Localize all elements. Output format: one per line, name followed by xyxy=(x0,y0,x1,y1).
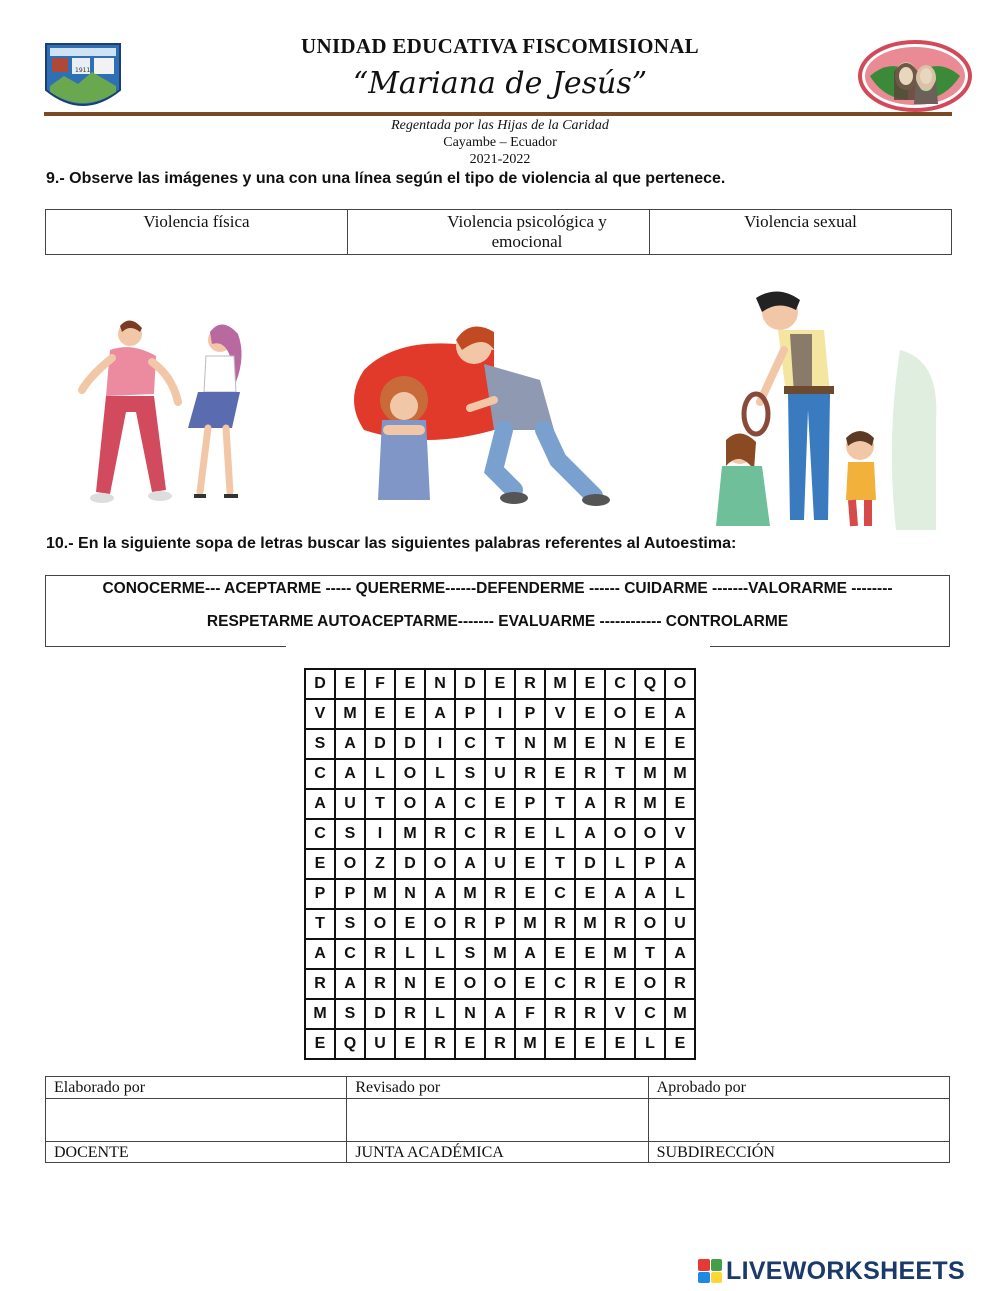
question-9-text: 9.- Observe las imágenes y una con una línea según el tipo de violencia al que pertenece. xyxy=(46,170,726,187)
grid-cell[interactable]: A xyxy=(305,939,335,969)
grid-cell[interactable]: L xyxy=(395,939,425,969)
grid-cell[interactable]: O xyxy=(605,699,635,729)
grid-cell[interactable]: U xyxy=(485,849,515,879)
grid-cell[interactable]: M xyxy=(395,819,425,849)
grid-cell[interactable]: O xyxy=(335,849,365,879)
grid-cell[interactable]: N xyxy=(395,969,425,999)
reviewed-by-label: Revisado por xyxy=(347,1077,648,1098)
grid-cell[interactable]: U xyxy=(485,759,515,789)
grid-cell[interactable]: M xyxy=(635,789,665,819)
grid-cell[interactable]: R xyxy=(365,969,395,999)
grid-cell[interactable]: E xyxy=(305,1029,335,1059)
grid-cell[interactable]: C xyxy=(305,759,335,789)
grid-cell[interactable]: F xyxy=(515,999,545,1029)
grid-cell[interactable]: I xyxy=(365,819,395,849)
brand-mark-tile xyxy=(711,1272,723,1284)
grid-cell[interactable]: R xyxy=(365,939,395,969)
grid-cell[interactable]: C xyxy=(545,969,575,999)
grid-cell[interactable]: P xyxy=(335,879,365,909)
grid-cell[interactable]: E xyxy=(515,849,545,879)
grid-cell[interactable]: R xyxy=(425,1029,455,1059)
grid-cell[interactable]: S xyxy=(335,909,365,939)
approval-table xyxy=(45,1076,950,1163)
violence-sexual-cell[interactable]: Violencia sexual xyxy=(744,212,857,231)
grid-cell[interactable]: C xyxy=(305,819,335,849)
brand-name: LIVEWORKSHEETS xyxy=(726,1256,965,1285)
grid-cell[interactable]: U xyxy=(365,1029,395,1059)
school-year-text: 2021-2022 xyxy=(469,152,531,167)
grid-cell[interactable]: E xyxy=(575,699,605,729)
grid-cell[interactable]: A xyxy=(305,789,335,819)
grid-cell[interactable]: C xyxy=(455,789,485,819)
grid-cell[interactable]: M xyxy=(665,999,695,1029)
violence-psychological-cell[interactable] xyxy=(348,210,650,254)
grid-cell[interactable]: R xyxy=(515,759,545,789)
grid-cell[interactable]: M xyxy=(515,1029,545,1059)
grid-cell[interactable]: E xyxy=(485,669,515,699)
grid-cell[interactable]: N xyxy=(455,999,485,1029)
grid-cell[interactable]: R xyxy=(545,909,575,939)
word-list-line-1: CONOCERME--- ACEPTARME ----- QUERERME------DEFENDERME ------ CUIDARME -------VALORARME -------- xyxy=(102,580,893,597)
school-name: UNIDAD EDUCATIVA FISCOMISIONAL xyxy=(301,34,699,58)
grid-cell[interactable]: D xyxy=(455,669,485,699)
brand-mark-tile xyxy=(698,1259,710,1271)
grid-cell[interactable]: O xyxy=(395,789,425,819)
grid-cell[interactable]: O xyxy=(635,969,665,999)
grid-cell[interactable]: E xyxy=(335,669,365,699)
school-motto: “Mariana de Jesús” xyxy=(352,66,648,101)
grid-cell[interactable]: R xyxy=(665,969,695,999)
grid-cell[interactable]: M xyxy=(365,879,395,909)
grid-cell[interactable]: R xyxy=(425,819,455,849)
grid-cell[interactable]: O xyxy=(425,849,455,879)
grid-cell[interactable]: P xyxy=(485,909,515,939)
approved-by-label: Aprobado por xyxy=(656,1079,746,1096)
signature-cell-reviewed xyxy=(347,1099,648,1141)
grid-cell[interactable]: M xyxy=(665,759,695,789)
grid-cell[interactable]: S xyxy=(305,729,335,759)
grid-cell[interactable]: R xyxy=(545,999,575,1029)
grid-cell[interactable]: R xyxy=(575,969,605,999)
grid-cell[interactable]: E xyxy=(485,789,515,819)
grid-cell[interactable]: E xyxy=(365,699,395,729)
grid-cell[interactable]: L xyxy=(635,1029,665,1059)
grid-cell[interactable]: M xyxy=(485,939,515,969)
grid-cell[interactable]: M xyxy=(545,729,575,759)
grid-cell[interactable]: E xyxy=(545,1029,575,1059)
grid-cell[interactable]: M xyxy=(605,939,635,969)
grid-cell[interactable]: D xyxy=(575,849,605,879)
grid-cell[interactable]: E xyxy=(635,699,665,729)
grid-cell[interactable]: R xyxy=(575,999,605,1029)
illustration-domestic-abuse[interactable] xyxy=(700,290,942,536)
grid-cell[interactable]: C xyxy=(635,999,665,1029)
grid-cell[interactable]: O xyxy=(395,759,425,789)
grid-cell[interactable]: D xyxy=(395,729,425,759)
grid-cell[interactable]: R xyxy=(485,879,515,909)
grid-cell[interactable]: D xyxy=(365,999,395,1029)
logo-year: 1911 xyxy=(75,67,91,74)
grid-cell[interactable]: C xyxy=(455,729,485,759)
grid-cell[interactable]: A xyxy=(665,849,695,879)
word-box-border-left xyxy=(45,646,286,647)
grid-cell[interactable]: A xyxy=(335,729,365,759)
role-docente: DOCENTE xyxy=(46,1142,347,1163)
elaborated-by-label: Elaborado por xyxy=(46,1077,347,1098)
grid-cell[interactable]: M xyxy=(515,909,545,939)
grid-cell[interactable]: E xyxy=(395,909,425,939)
grid-cell[interactable]: C xyxy=(335,939,365,969)
grid-cell[interactable]: P xyxy=(635,849,665,879)
grid-cell[interactable]: V xyxy=(605,999,635,1029)
word-search-grid[interactable] xyxy=(304,668,696,1060)
grid-cell[interactable]: C xyxy=(545,879,575,909)
grid-cell[interactable]: S xyxy=(335,999,365,1029)
grid-cell[interactable]: O xyxy=(605,819,635,849)
grid-cell[interactable]: M xyxy=(575,909,605,939)
approval-role-row xyxy=(46,1142,949,1163)
grid-cell[interactable]: A xyxy=(425,879,455,909)
grid-cell[interactable]: A xyxy=(635,879,665,909)
grid-cell[interactable]: A xyxy=(335,759,365,789)
grid-cell[interactable]: L xyxy=(365,759,395,789)
grid-cell[interactable]: O xyxy=(455,969,485,999)
grid-cell[interactable]: O xyxy=(635,819,665,849)
grid-cell[interactable]: O xyxy=(635,909,665,939)
grid-cell[interactable]: A xyxy=(665,939,695,969)
grid-cell[interactable]: S xyxy=(455,939,485,969)
word-list-line-2: RESPETARME AUTOACEPTARME------- EVALUARME ------------ CONTROLARME xyxy=(206,613,789,630)
liveworksheets-logo-icon xyxy=(698,1259,722,1283)
grid-cell[interactable]: V xyxy=(665,819,695,849)
grid-cell[interactable]: L xyxy=(425,759,455,789)
grid-cell[interactable]: V xyxy=(305,699,335,729)
illustration-yelling[interactable] xyxy=(344,310,614,515)
grid-cell[interactable]: E xyxy=(665,729,695,759)
grid-cell[interactable]: L xyxy=(545,819,575,849)
grid-cell[interactable]: N xyxy=(605,729,635,759)
liveworksheets-brand[interactable] xyxy=(698,1256,965,1286)
grid-cell[interactable]: L xyxy=(605,849,635,879)
grid-cell[interactable]: E xyxy=(515,969,545,999)
grid-cell[interactable]: L xyxy=(425,939,455,969)
grid-cell[interactable]: E xyxy=(575,1029,605,1059)
grid-cell[interactable]: R xyxy=(485,819,515,849)
grid-cell[interactable]: E xyxy=(545,939,575,969)
grid-cell[interactable]: E xyxy=(395,1029,425,1059)
grid-cell[interactable]: T xyxy=(545,849,575,879)
signature-cell-approved xyxy=(649,1099,949,1141)
grid-cell[interactable]: N xyxy=(425,669,455,699)
run-by-text: Regentada por las Hijas de la Caridad xyxy=(391,118,609,133)
grid-cell[interactable]: S xyxy=(335,819,365,849)
grid-cell[interactable]: E xyxy=(305,849,335,879)
grid-cell[interactable]: O xyxy=(665,669,695,699)
grid-cell[interactable]: D xyxy=(395,849,425,879)
grid-cell[interactable]: M xyxy=(305,999,335,1029)
grid-cell[interactable]: E xyxy=(605,969,635,999)
grid-cell[interactable]: R xyxy=(395,999,425,1029)
grid-cell[interactable]: A xyxy=(335,969,365,999)
grid-cell[interactable]: U xyxy=(335,789,365,819)
grid-cell[interactable]: A xyxy=(515,939,545,969)
grid-cell[interactable]: M xyxy=(455,879,485,909)
grid-cell[interactable]: R xyxy=(515,669,545,699)
violence-psychological-label: Violencia psicológica y emocional xyxy=(447,212,607,251)
grid-cell[interactable]: L xyxy=(425,999,455,1029)
grid-cell[interactable]: E xyxy=(575,729,605,759)
grid-cell[interactable]: E xyxy=(665,1029,695,1059)
grid-cell[interactable]: R xyxy=(575,759,605,789)
founders-portrait-icon xyxy=(858,40,972,112)
grid-cell[interactable]: T xyxy=(485,729,515,759)
grid-cell[interactable]: A xyxy=(575,789,605,819)
grid-cell[interactable]: D xyxy=(305,669,335,699)
grid-cell[interactable]: O xyxy=(485,969,515,999)
grid-cell[interactable]: A xyxy=(605,879,635,909)
question-10-text: 10.- En la siguiente sopa de letras buscar las siguientes palabras referentes al Autoestima: xyxy=(46,535,737,552)
grid-cell[interactable]: A xyxy=(485,999,515,1029)
grid-cell[interactable]: E xyxy=(575,939,605,969)
grid-cell[interactable]: I xyxy=(485,699,515,729)
grid-cell[interactable]: E xyxy=(665,789,695,819)
grid-cell[interactable]: P xyxy=(305,879,335,909)
grid-cell[interactable]: Q xyxy=(335,1029,365,1059)
grid-cell[interactable]: L xyxy=(665,879,695,909)
grid-cell[interactable]: E xyxy=(545,759,575,789)
grid-cell[interactable]: N xyxy=(515,729,545,759)
grid-cell[interactable]: R xyxy=(305,969,335,999)
location-text: Cayambe – Ecuador xyxy=(443,135,557,150)
grid-cell[interactable]: T xyxy=(635,939,665,969)
grid-cell[interactable]: O xyxy=(365,909,395,939)
grid-cell[interactable]: A xyxy=(425,789,455,819)
grid-cell[interactable]: E xyxy=(575,879,605,909)
illustration-harassment[interactable] xyxy=(60,316,290,512)
grid-cell[interactable]: S xyxy=(455,759,485,789)
school-crest-icon xyxy=(44,42,122,114)
grid-cell[interactable]: A xyxy=(665,699,695,729)
grid-cell[interactable]: O xyxy=(425,909,455,939)
grid-cell[interactable]: P xyxy=(455,699,485,729)
grid-cell[interactable]: E xyxy=(605,1029,635,1059)
word-list-box xyxy=(45,575,950,647)
header-subtitle xyxy=(300,117,700,168)
grid-cell[interactable]: E xyxy=(455,1029,485,1059)
grid-cell[interactable]: R xyxy=(605,789,635,819)
grid-cell[interactable]: T xyxy=(545,789,575,819)
grid-cell[interactable]: E xyxy=(515,879,545,909)
grid-cell[interactable]: M xyxy=(335,699,365,729)
grid-cell[interactable]: M xyxy=(545,669,575,699)
grid-cell[interactable]: A xyxy=(455,849,485,879)
role-junta-academica: JUNTA ACADÉMICA xyxy=(347,1142,648,1163)
grid-cell[interactable]: Z xyxy=(365,849,395,879)
grid-cell[interactable]: Q xyxy=(635,669,665,699)
grid-cell[interactable]: D xyxy=(365,729,395,759)
grid-cell[interactable]: I xyxy=(425,729,455,759)
grid-cell[interactable]: N xyxy=(395,879,425,909)
grid-cell[interactable]: E xyxy=(575,669,605,699)
grid-cell[interactable]: T xyxy=(365,789,395,819)
grid-cell[interactable]: A xyxy=(575,819,605,849)
grid-cell[interactable]: V xyxy=(545,699,575,729)
violence-physical-cell[interactable]: Violencia física xyxy=(46,210,348,254)
signature-cell-elaborated xyxy=(46,1099,347,1141)
grid-cell[interactable]: R xyxy=(485,1029,515,1059)
grid-cell[interactable]: F xyxy=(365,669,395,699)
grid-cell[interactable]: E xyxy=(395,699,425,729)
grid-cell[interactable]: M xyxy=(635,759,665,789)
approval-header-row xyxy=(46,1077,949,1099)
grid-cell[interactable]: E xyxy=(425,969,455,999)
approval-signature-row xyxy=(46,1099,949,1142)
grid-cell[interactable]: E xyxy=(635,729,665,759)
grid-cell[interactable]: A xyxy=(425,699,455,729)
brand-mark-tile xyxy=(711,1259,723,1271)
grid-cell[interactable]: C xyxy=(605,669,635,699)
grid-cell[interactable]: E xyxy=(515,819,545,849)
grid-cell[interactable]: P xyxy=(515,699,545,729)
brand-mark-tile xyxy=(698,1272,710,1284)
grid-cell[interactable]: U xyxy=(665,909,695,939)
role-subdireccion: SUBDIRECCIÓN xyxy=(656,1144,775,1161)
grid-cell[interactable]: E xyxy=(395,669,425,699)
grid-cell[interactable]: R xyxy=(455,909,485,939)
grid-cell[interactable]: R xyxy=(605,909,635,939)
header-divider xyxy=(44,112,952,116)
word-box-border-right xyxy=(710,646,950,647)
grid-cell[interactable]: T xyxy=(605,759,635,789)
grid-cell[interactable]: P xyxy=(515,789,545,819)
violence-type-table xyxy=(45,209,952,255)
grid-cell[interactable]: C xyxy=(455,819,485,849)
grid-cell[interactable]: T xyxy=(305,909,335,939)
